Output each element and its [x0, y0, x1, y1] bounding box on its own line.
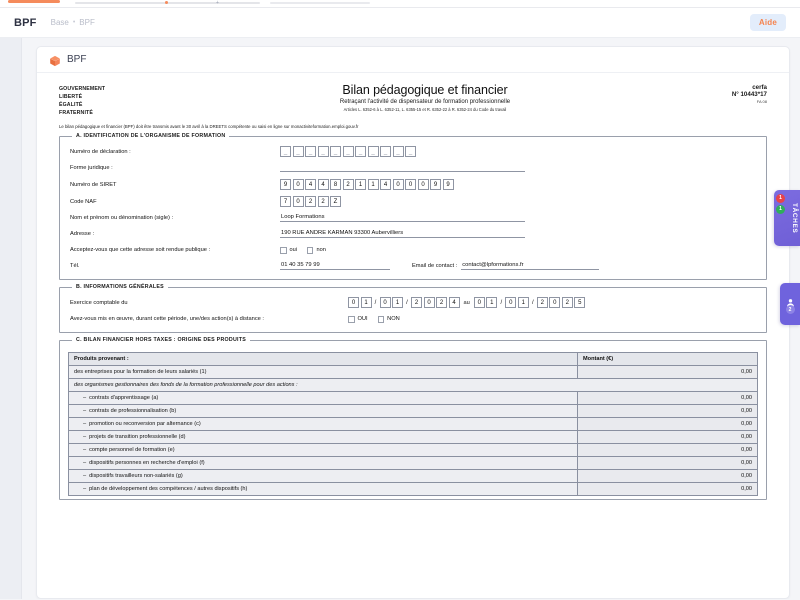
- siret-cell[interactable]: 0: [405, 179, 416, 190]
- exercice-end-cells[interactable]: [474, 297, 586, 308]
- naf-cell[interactable]: 2: [318, 196, 329, 207]
- siret-cell[interactable]: 0: [393, 179, 404, 190]
- declaration-cell[interactable]: [318, 146, 329, 157]
- declaration-cells[interactable]: [280, 146, 416, 157]
- declaration-cell[interactable]: [380, 146, 391, 157]
- taches-label: TÂCHES: [791, 202, 798, 234]
- user-widget[interactable]: [780, 283, 800, 325]
- republic-motto: [59, 83, 169, 117]
- bpf-card: [36, 46, 790, 599]
- distance-options: [348, 316, 400, 323]
- table-cell-label: – compte personnel de formation (e): [69, 444, 578, 457]
- cerfa-form-code: FA 08: [756, 99, 767, 104]
- siret-cell[interactable]: 4: [380, 179, 391, 190]
- date-start-cell[interactable]: 1: [392, 297, 403, 308]
- table-cell-amount[interactable]: 0,00: [578, 457, 758, 470]
- distance-oui[interactable]: [348, 316, 368, 323]
- date-start-cell[interactable]: 0: [424, 297, 435, 308]
- table-header-row: [69, 353, 758, 366]
- table-head: [69, 353, 758, 366]
- siret-cell[interactable]: 9: [430, 179, 441, 190]
- table-row: [69, 444, 758, 457]
- date-start-cell[interactable]: 4: [449, 297, 460, 308]
- breadcrumb-item-bpf[interactable]: BPF: [79, 18, 95, 27]
- section-c: [59, 337, 767, 500]
- column-header-produits: Produits provenant :: [69, 353, 578, 366]
- cube-icon: [49, 54, 61, 66]
- help-button[interactable]: Aide: [750, 14, 786, 31]
- field-row-exercice: [70, 297, 756, 308]
- produits-table: [68, 352, 758, 496]
- table-cell-label: – plan de développement des compétences / autres dispositifs (h): [69, 483, 578, 496]
- app-header: [0, 8, 800, 38]
- column-header-montant: Montant (€): [578, 353, 758, 366]
- taches-badges: [776, 194, 785, 214]
- date-separator: /: [374, 299, 377, 306]
- siret-cell[interactable]: 9: [280, 179, 291, 190]
- document-note: Le bilan pédagogique et financier (BPF) doit être transmis avant le 30 avril à la DREETS compétente ou saisi en ligne sur monactiviteformation.emploi.gouv.fr: [59, 124, 359, 130]
- date-end-cell[interactable]: 0: [474, 297, 485, 308]
- siret-cell[interactable]: 1: [368, 179, 379, 190]
- siret-cell[interactable]: 0: [418, 179, 429, 190]
- section-b-legend: B. INFORMATIONS GÉNÉRALES: [72, 284, 168, 290]
- date-end-cell[interactable]: 1: [486, 297, 497, 308]
- cerfa-number: N° 10443*17: [731, 91, 767, 98]
- table-row: [69, 470, 758, 483]
- date-end-cell[interactable]: 2: [562, 297, 573, 308]
- field-row-siret: [70, 179, 756, 190]
- nom-label: Nom et prénom ou dénomination (sigle) :: [70, 215, 174, 222]
- siret-cell[interactable]: 0: [293, 179, 304, 190]
- adresse-publique-non[interactable]: [307, 247, 326, 254]
- adresse-publique-label: Acceptez-vous que cette adresse soit rendue publique :: [70, 247, 211, 254]
- siret-label: Numéro de SIRET: [70, 181, 117, 188]
- table-row: [69, 431, 758, 444]
- table-cell-label: – projets de transition professionnelle (d): [69, 431, 578, 444]
- siret-cell[interactable]: 4: [318, 179, 329, 190]
- option-label: NON: [387, 316, 400, 323]
- checkbox-icon[interactable]: [348, 316, 355, 323]
- table-row: [69, 457, 758, 470]
- section-a-legend: A. IDENTIFICATION DE L'ORGANISME DE FORMATION: [72, 133, 229, 139]
- table-cell-label: – contrats d'apprentissage (a): [69, 392, 578, 405]
- checkbox-icon[interactable]: [280, 247, 287, 254]
- table-cell-amount[interactable]: 0,00: [578, 392, 758, 405]
- page-title: BPF: [14, 16, 37, 29]
- table-cell-label: des entreprises pour la formation de leurs salariés (1): [69, 366, 578, 379]
- date-end-cell[interactable]: 2: [537, 297, 548, 308]
- forme-juridique-label: Forme juridique :: [70, 165, 113, 172]
- adresse-label: Adresse :: [70, 231, 95, 238]
- declaration-label: Numéro de déclaration :: [70, 148, 131, 155]
- table-cell-label: – contrats de professionnalisation (b): [69, 405, 578, 418]
- forme-juridique-value[interactable]: [280, 164, 525, 172]
- naf-cell[interactable]: 0: [293, 196, 304, 207]
- table-row: [69, 379, 758, 392]
- field-row-adresse: [70, 229, 756, 239]
- checkbox-icon[interactable]: [307, 247, 314, 254]
- declaration-cell[interactable]: [330, 146, 341, 157]
- field-row-distance: [70, 314, 756, 324]
- breadcrumb-item-base[interactable]: Base: [50, 18, 69, 27]
- table-row: [69, 418, 758, 431]
- document-title: Bilan pédagogique et financier: [342, 83, 508, 97]
- declaration-cell[interactable]: [368, 146, 379, 157]
- dash-marker: –: [83, 434, 87, 441]
- taches-badge-urgent[interactable]: 1: [776, 194, 785, 203]
- taches-tab[interactable]: [774, 190, 800, 246]
- table-cell-amount[interactable]: 0,00: [578, 470, 758, 483]
- email-label: Email de contact :: [412, 263, 458, 270]
- new-tab-icon[interactable]: +: [216, 0, 219, 6]
- siret-cell[interactable]: 1: [355, 179, 366, 190]
- option-label: OUI: [357, 316, 368, 323]
- siret-cell[interactable]: 4: [305, 179, 316, 190]
- table-cell-label: – promotion ou reconversion par alternance (c): [69, 418, 578, 431]
- naf-cell[interactable]: 2: [305, 196, 316, 207]
- dash-marker: –: [83, 421, 87, 428]
- table-row: [69, 483, 758, 496]
- browser-tab[interactable]: [8, 0, 60, 3]
- dash-marker: –: [83, 395, 87, 402]
- field-row-contact: [70, 261, 756, 271]
- declaration-cell[interactable]: [280, 146, 291, 157]
- field-row-forme-juridique: [70, 163, 756, 173]
- table-cell-amount[interactable]: 0,00: [578, 483, 758, 496]
- cerfa-label: cerfa: [752, 84, 767, 91]
- naf-cell[interactable]: 7: [280, 196, 291, 207]
- table-cell-amount[interactable]: 0,00: [578, 431, 758, 444]
- field-row-nom: [70, 213, 756, 223]
- table-cell-amount[interactable]: 0,00: [578, 405, 758, 418]
- date-end-cell[interactable]: 0: [549, 297, 560, 308]
- section-a: [59, 133, 767, 280]
- declaration-cell[interactable]: [393, 146, 404, 157]
- table-cell-amount[interactable]: 0,00: [578, 366, 758, 379]
- user-count-badge: 2: [786, 305, 795, 314]
- table-body: [69, 366, 758, 496]
- declaration-cell[interactable]: [343, 146, 354, 157]
- card-title: BPF: [67, 54, 87, 65]
- dash-marker: –: [83, 460, 87, 467]
- checkbox-icon[interactable]: [378, 316, 385, 323]
- nom-value[interactable]: Loop Formations: [280, 214, 525, 222]
- declaration-cell[interactable]: [305, 146, 316, 157]
- table-row-heading: des organismes gestionnaires des fonds de la formation professionnelle pour des actions :: [69, 379, 758, 392]
- siret-cell[interactable]: 2: [343, 179, 354, 190]
- browser-favicon-dot: [165, 1, 168, 4]
- date-start-cell[interactable]: 0: [348, 297, 359, 308]
- card-header: [37, 47, 789, 73]
- motto-line-3: ÉGALITÉ: [59, 102, 83, 109]
- breadcrumb-separator: •: [72, 19, 76, 26]
- dash-marker: –: [83, 408, 87, 415]
- exercice-start-cells[interactable]: [348, 297, 460, 308]
- motto-line-4: FRATERNITÉ: [59, 110, 93, 117]
- browser-url-bar-secondary: [270, 2, 370, 4]
- browser-chrome-sliver: [0, 0, 800, 8]
- date-start-cell[interactable]: 0: [380, 297, 391, 308]
- siret-cells[interactable]: [280, 179, 454, 190]
- section-b: [59, 284, 767, 333]
- naf-cells[interactable]: [280, 196, 341, 207]
- table-row: [69, 366, 758, 379]
- breadcrumb: [51, 18, 95, 27]
- exercice-label: Exercice comptable du: [70, 299, 128, 306]
- table-cell-amount[interactable]: 0,00: [578, 444, 758, 457]
- motto-line-2: LIBERTÉ: [59, 94, 83, 101]
- dash-marker: –: [83, 486, 87, 493]
- app-body: [0, 38, 800, 599]
- date-start-cell[interactable]: 1: [361, 297, 372, 308]
- declaration-cell[interactable]: [293, 146, 304, 157]
- option-label: oui: [289, 247, 297, 254]
- document-subtitle: Retraçant l'activité de dispensateur de formation professionnelle: [339, 99, 511, 105]
- table-row: [69, 405, 758, 418]
- distance-label: Avez-vous mis en œuvre, durant cette période, une/des action(s) à distance :: [70, 316, 264, 323]
- date-start-cell[interactable]: 2: [436, 297, 447, 308]
- naf-cell[interactable]: Z: [330, 196, 341, 207]
- section-c-legend: C. BILAN FINANCIER HORS TAXES : ORIGINE DES PRODUITS: [72, 337, 250, 343]
- declaration-cell[interactable]: [355, 146, 366, 157]
- email-value[interactable]: contact@lpformations.fr: [461, 262, 599, 270]
- date-separator: /: [531, 299, 534, 306]
- cerfa-document: [37, 73, 789, 500]
- content-area: [22, 38, 800, 599]
- cerfa-block: [681, 83, 767, 104]
- table-cell-amount[interactable]: 0,00: [578, 418, 758, 431]
- naf-label: Code NAF: [70, 198, 97, 205]
- adresse-value[interactable]: 190 RUE ANDRE KARMAN 93300 Aubervilliers: [280, 230, 525, 238]
- field-row-declaration: [70, 146, 756, 157]
- taches-badge-done[interactable]: 1: [776, 205, 785, 214]
- document-header: [59, 83, 767, 117]
- document-title-block: [169, 83, 681, 112]
- document-articles: Articles L. 6352-6 à L. 6352-11, L. 6355-15 et R. 6352-22 à R. 6352-24 du Code du travail: [343, 107, 507, 112]
- field-row-adresse-publique: [70, 245, 756, 255]
- dash-marker: –: [83, 447, 87, 454]
- date-end-cell[interactable]: 1: [518, 297, 529, 308]
- table-cell-label: – dispositifs travailleurs non-salariés (g): [69, 470, 578, 483]
- date-end-cell[interactable]: 0: [505, 297, 516, 308]
- date-start-cell[interactable]: 2: [411, 297, 422, 308]
- distance-non[interactable]: [378, 316, 400, 323]
- siret-cell[interactable]: 9: [443, 179, 454, 190]
- table-row: [69, 392, 758, 405]
- dash-marker: –: [83, 473, 87, 480]
- siret-cell[interactable]: 8: [330, 179, 341, 190]
- motto-line-1: GOUVERNEMENT: [59, 86, 106, 92]
- tel-label: Tél.: [70, 263, 80, 270]
- field-row-naf: [70, 196, 756, 207]
- tel-value[interactable]: 01 40 35 79 99: [280, 262, 390, 270]
- date-au-label: au: [463, 299, 470, 306]
- date-end-cell[interactable]: 5: [574, 297, 585, 308]
- adresse-publique-options: [280, 247, 326, 254]
- date-separator: /: [406, 299, 408, 306]
- option-label: non: [316, 247, 326, 254]
- date-separator: /: [500, 299, 503, 306]
- adresse-publique-oui[interactable]: [280, 247, 297, 254]
- left-rail: [0, 38, 22, 599]
- declaration-cell[interactable]: [405, 146, 416, 157]
- table-cell-label: – dispositifs personnes en recherche d'emploi (f): [69, 457, 578, 470]
- user-icon: [786, 294, 795, 303]
